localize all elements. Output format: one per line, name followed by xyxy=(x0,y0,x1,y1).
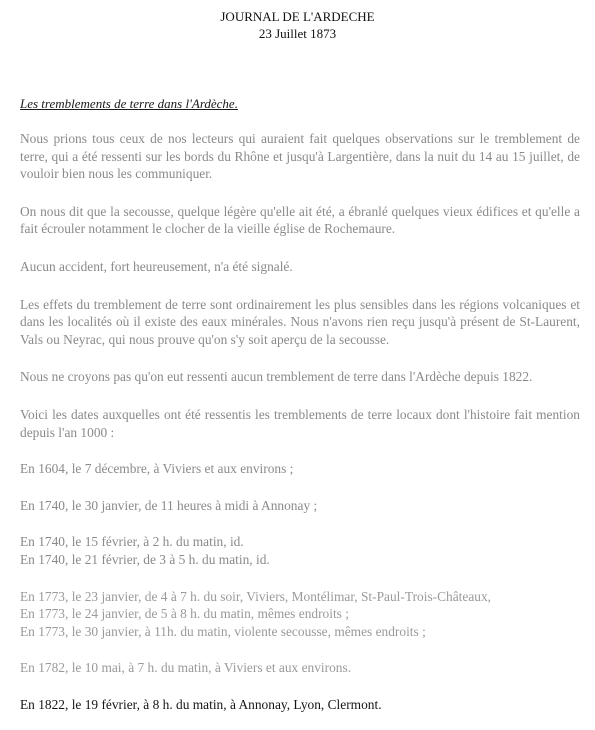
publication-date: 23 Juillet 1873 xyxy=(258,26,337,41)
date-entry: En 1740, le 15 février, à 2 h. du matin, id. xyxy=(20,534,244,550)
date-entry: En 1822, le 19 février, à 8 h. du matin, à Annonay, Lyon, Clermont. xyxy=(20,696,382,712)
date-entry: En 1773, le 30 janvier, à 11h. du matin, violente secousse, mêmes endroits ; xyxy=(20,623,426,639)
article-body xyxy=(20,130,580,713)
date-entry: En 1782, le 10 mai, à 7 h. du matin, à Viviers et aux environs. xyxy=(20,660,352,676)
date-entry: En 1740, le 21 février, de 3 à 5 h. du matin, id. xyxy=(20,551,270,567)
paragraph: On nous dit que la secousse, quelque légère qu'elle ait été, a ébranlé quelques vieux édifices et qu'elle a fait écrouler notamment le clocher de la vieille église de Rochemaure. xyxy=(20,203,580,237)
date-entry: En 1740, le 30 janvier, de 11 heures à midi à Annonay ; xyxy=(20,497,318,513)
article-title: Les tremblements de terre dans l'Ardèche. xyxy=(20,96,238,111)
date-entry: En 1773, le 24 janvier, de 5 à 8 h. du matin, mêmes endroits ; xyxy=(20,606,349,622)
paragraph: Les effets du tremblement de terre sont ordinairement les plus sensibles dans les régions volcaniques et dans les localités où il existe des eaux minérales. Nous n'avons rien reçu jusqu'à présent de St-Laurent, Vals ou Neyrac, qui nous prouve qu'on s'y soit aperçu de la secousse. xyxy=(20,296,580,347)
paragraph: Aucun accident, fort heureusement, n'a été signalé. xyxy=(20,258,293,274)
newspaper-name: JOURNAL DE L'ARDECHE xyxy=(220,9,375,24)
paragraph: Voici les dates auxquelles ont été ressentis les tremblements de terre locaux dont l'histoire fait mention depuis l'an 1000 : xyxy=(20,406,580,440)
page-header xyxy=(0,8,595,42)
paragraph: Nous ne croyons pas qu'on eut ressenti aucun tremblement de terre dans l'Ardèche depuis 1822. xyxy=(20,369,533,385)
date-entry: En 1604, le 7 décembre, à Viviers et aux environs ; xyxy=(20,461,294,477)
paragraph: Nous prions tous ceux de nos lecteurs qui auraient fait quelques observations sur le tremblement de terre, qui a été ressenti sur les bords du Rhône et jusqu'à Largentière, dans la nuit du 14 au 15 juillet, de vouloir bien nous les communiquer. xyxy=(20,131,580,182)
date-entry: En 1773, le 23 janvier, de 4 à 7 h. du soir, Viviers, Montélimar, St-Paul-Trois-Châteaux, xyxy=(20,588,492,604)
